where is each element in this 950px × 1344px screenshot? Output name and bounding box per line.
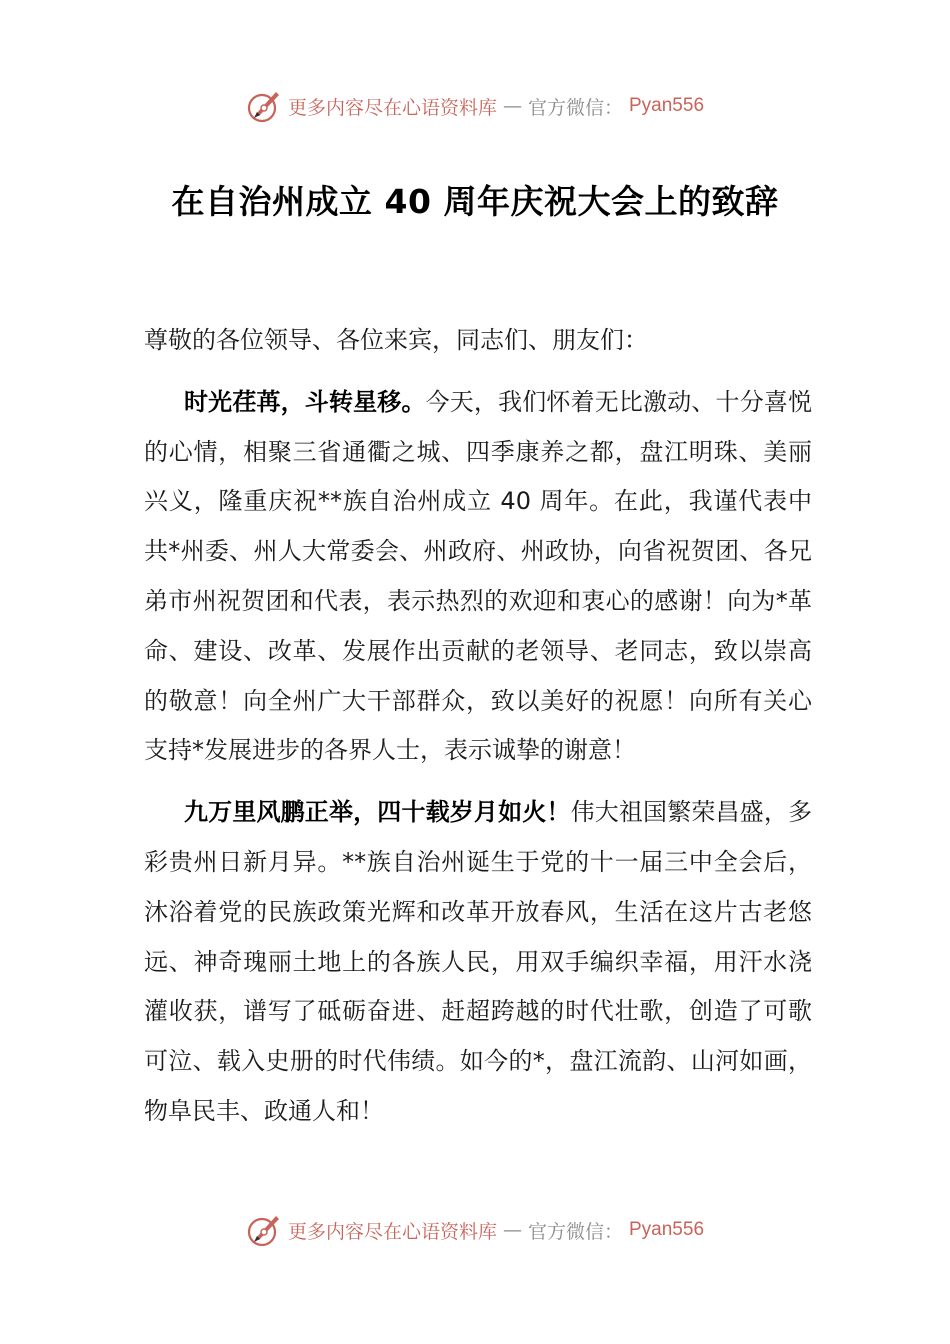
quill-logo-icon: [246, 88, 282, 124]
paragraph: [144, 788, 812, 1137]
salutation: 尊敬的各位领导、各位来宾，同志们、朋友们：: [144, 326, 648, 354]
banner-slogan: 更多内容尽在心语资料库: [287, 1220, 497, 1243]
paragraph-lead: 九万里风鹏正举，四十载岁月如火！: [184, 798, 571, 827]
header-banner: [0, 86, 950, 126]
document-body: [144, 316, 812, 1137]
banner-wechat-label: 官方微信：: [527, 1220, 623, 1243]
banner-wechat-id: Pyan556: [629, 1219, 705, 1240]
banner-dash: —: [502, 95, 522, 117]
paragraph-lead: 时光荏苒，斗转星移。: [184, 387, 426, 416]
footer-banner: [0, 1210, 950, 1250]
banner-slogan: 更多内容尽在心语资料库: [287, 96, 497, 119]
document-title: 在自治州成立 40 周年庆祝大会上的致辞: [171, 182, 779, 221]
banner-dash: —: [502, 1219, 522, 1241]
banner-wechat-id: Pyan556: [629, 95, 705, 116]
paragraph-text: 今天，我们怀着无比激动、十分喜悦的心情，相聚三省通衢之城、四季康养之都，盘江明珠、美丽兴义，隆重庆祝**族自治州成立 40 周年。在此，我谨代表中共*州委、州人大常委会、州政府、州政协，向省祝贺团、各兄弟市州祝贺团和代表，表示热烈的欢迎和衷心的感谢！向为*革命、建设、改革、发展作出贡献的老领导、老同志，致以崇高的敬意！向全州广大干部群众，致以美好的祝愿！向所有关心支持*发展进步的各界人士，表示诚挚的谢意！: [144, 387, 813, 765]
paragraph-text: 伟大祖国繁荣昌盛，多彩贵州日新月异。**族自治州诞生于党的十一届三中全会后，沐浴着党的民族政策光辉和改革开放春风，生活在这片古老悠远、神奇瑰丽土地上的各族人民，用双手编织幸福，用汗水浇灌收获，谱写了砥砺奋进、赶超跨越的时代壮歌，创造了可歌可泣、载入史册的时代伟绩。如今的*，盘江流韵、山河如画，物阜民丰、政通人和！: [144, 798, 813, 1125]
paragraph: [144, 378, 812, 776]
banner-wechat-label: 官方微信：: [527, 96, 623, 119]
quill-logo-icon: [246, 1212, 282, 1248]
